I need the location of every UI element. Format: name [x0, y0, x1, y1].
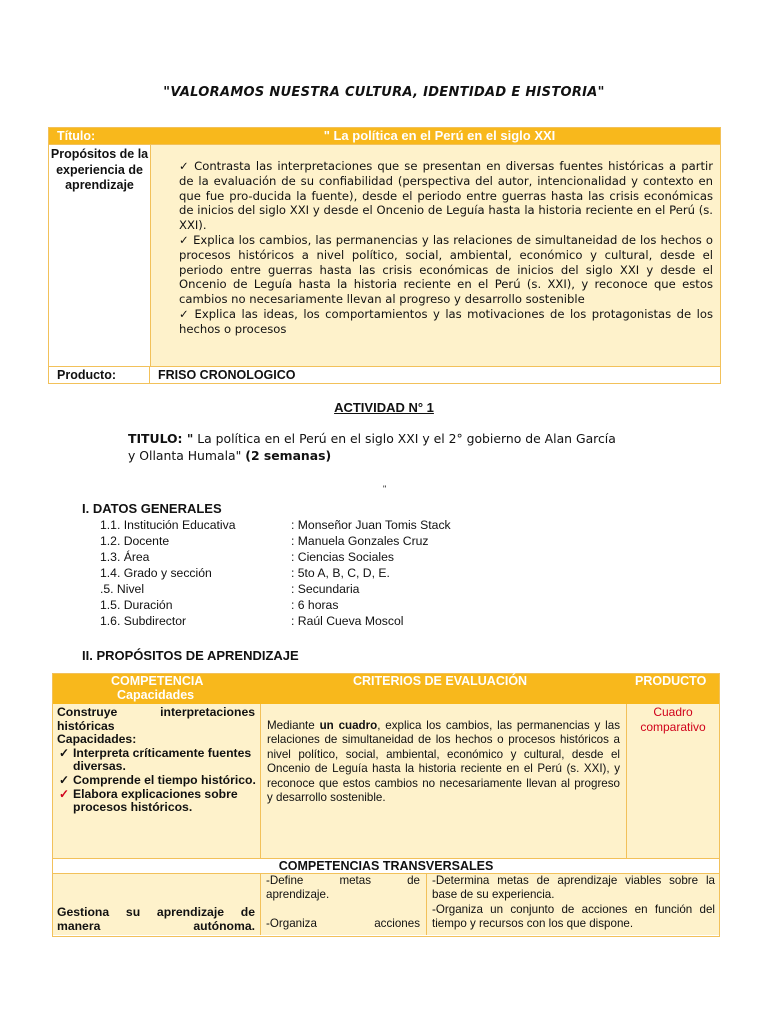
product-cell: Cuadro comparativo [627, 704, 719, 858]
capacity-item: ✓ Interpreta críticamente fuentes diversas. [59, 745, 252, 774]
check-icon: ✓ [59, 786, 70, 801]
activity-title-text: La política en el Perú en el siglo XXI y el 2° gobierno de Alan García y Ollanta Humala" [128, 431, 616, 463]
activity-title-label: TITULO: " [128, 431, 194, 446]
purposes-label: Propósitos de la experiencia de aprendizaje [49, 145, 151, 366]
purposes-content [151, 145, 720, 366]
header-competencia: COMPETENCIA [111, 674, 204, 688]
header-capacidades: Capacidades [117, 688, 195, 702]
transversal-header: COMPETENCIAS TRANSVERSALES [53, 858, 719, 874]
capacity-organiza: -Organiza acciones [266, 917, 420, 930]
capacity-item: ✓ Elabora explicaciones sobre procesos históricos. [59, 786, 238, 815]
criteria-emphasis: un cuadro [319, 719, 378, 732]
competency-cell [53, 704, 261, 858]
transversal-capacities [261, 874, 427, 935]
capacities-list [57, 747, 256, 815]
competency-name: Construye interpretaciones históricas [57, 705, 255, 733]
capacity-define-metas: -Define metas de aprendizaje. [266, 874, 420, 901]
check-icon: ✓ [179, 232, 190, 247]
purpose-item: ✓ Explica los cambios, las permanencias y las relaciones de simultaneidad de los hechos o procesos históricos a nivel político, social, ambiental, económico y cultural, desde el periodo entre guerras hasta las crisis económicas de inicios del siglo XXI y desde el Oncenio de Leguía hasta la historia reciente en el Perú (s. XXI), y reconoce que estos cambios no necesariamente llevan al progreso y desarrollo sostenible [179, 232, 713, 307]
check-icon: ✓ [179, 159, 191, 173]
learning-purposes-table [52, 673, 720, 937]
title-row [49, 128, 720, 144]
product-row [49, 366, 720, 383]
criterion-item: -Determina metas de aprendizaje viables sobre la base de su experiencia. [432, 874, 715, 902]
experience-table [48, 127, 721, 384]
transversal-competency: Gestiona su aprendizaje de manera autónoma. [53, 874, 261, 935]
check-icon: ✓ [179, 306, 191, 321]
check-icon: ✓ [59, 772, 70, 787]
activity-title [128, 430, 618, 464]
section-learning-purposes: II. PROPÓSITOS DE APRENDIZAJE [82, 648, 299, 663]
table-header [53, 674, 719, 704]
product-value: FRISO CRONOLOGICO [158, 368, 296, 382]
capacities-label: Capacidades: [57, 732, 137, 747]
document-title: "VALORAMOS NUESTRA CULTURA, IDENTIDAD E HISTORIA" [163, 85, 605, 100]
criterion-item: -Organiza un conjunto de acciones en función del tiempo y recursos con los que dispone. [432, 902, 715, 931]
stray-mark: " [383, 484, 387, 494]
transversal-criteria [427, 874, 719, 935]
header-criterios: CRITERIOS DE EVALUACIÓN [353, 674, 528, 688]
capacity-item: ✓ Comprende el tiempo histórico. [59, 772, 256, 787]
purposes-row [49, 144, 720, 366]
activity-duration: (2 semanas) [245, 448, 332, 463]
purpose-item: ✓ Contrasta las interpretaciones que se presentan en diversas fuentes históricas a partir de la evaluación de su confiabilidad (perspectiva del autor, intencionalidad y contexto en que fue pro-ducida la fuente), desde el periodo entre guerras hasta las crisis económicas de inicios del siglo XXI y desde el Oncenio de Leguía hasta la historia reciente en el Perú (s. XXI). [179, 159, 713, 233]
section-general-data: I. DATOS GENERALES [82, 501, 222, 516]
criteria-cell: Mediante un cuadro, explica los cambios, las permanencias y las relaciones de simultaneidad de los hechos o procesos históricos a nivel político, social, ambiental, económico y cultural, desde el Oncenio de Leguía hasta la historia reciente en el Perú (s. XXI), y reconoce que estos cambios no necesariamente llevan al progreso y desarrollo sostenible. [261, 704, 627, 858]
product-label: Producto: [49, 367, 150, 383]
activity-heading: ACTIVIDAD N° 1 [334, 400, 434, 415]
check-icon: ✓ [59, 745, 70, 760]
title-label: Título: [57, 129, 96, 143]
header-producto: PRODUCTO [635, 674, 707, 688]
title-value: " La política en el Perú en el siglo XXI [323, 128, 556, 143]
purpose-item: ✓ Explica las ideas, los comportamientos y las motivaciones de los protagonistas de los hechos o procesos [179, 306, 713, 336]
